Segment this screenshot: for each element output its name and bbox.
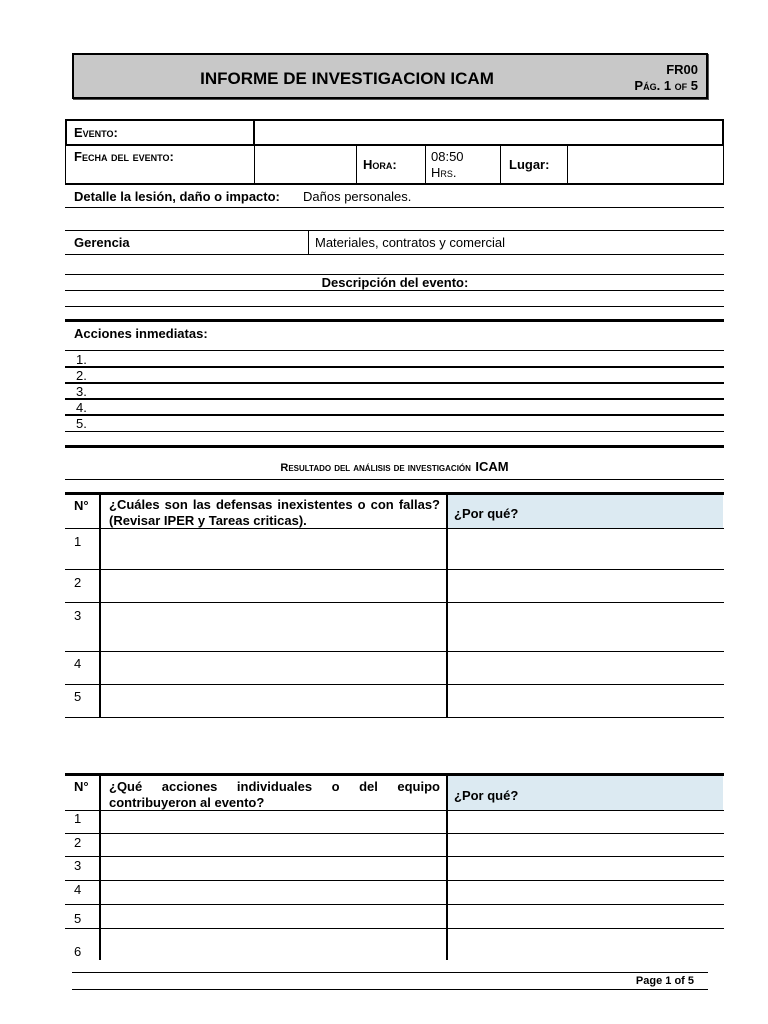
- table2-row-6: 6: [74, 944, 82, 959]
- detail-value: Daños personales.: [303, 189, 412, 204]
- time-unit: Hrs.: [431, 165, 457, 180]
- immediate-actions-label: Acciones inmediatas:: [74, 326, 208, 341]
- table1-row-3: 3: [74, 608, 82, 623]
- table2-col-why: ¿Por qué?: [454, 788, 519, 803]
- table2-row-4: 4: [74, 882, 82, 897]
- place-label: Lugar:: [509, 157, 550, 172]
- footer-page-number: Page 1 of 5: [635, 975, 694, 987]
- management-label: Gerencia: [74, 235, 130, 250]
- description-label: Descripción del evento:: [321, 275, 469, 290]
- table1-row-2: 2: [74, 575, 82, 590]
- table1-col-number: N°: [74, 498, 89, 513]
- table2-col-question: ¿Qué acciones individuales o del equipo contribuyeron al evento?: [109, 779, 440, 810]
- analysis-result-title: Resultado del análisis de investigación ICAM: [280, 459, 509, 474]
- table1-col-question: ¿Cuáles son las defensas inexistentes o con fallas? (Revisar IPER y Tareas criticas).: [109, 497, 440, 528]
- table2-col-number: N°: [74, 779, 89, 794]
- table2-row-5: 5: [74, 911, 82, 926]
- table1-row-1: 1: [74, 534, 82, 549]
- detail-label: Detalle la lesión, daño o impacto:: [74, 189, 280, 204]
- action-item-1: 1.: [76, 352, 87, 367]
- document-header: [72, 53, 708, 99]
- time-value: 08:50: [431, 149, 464, 164]
- time-label: Hora:: [363, 157, 397, 172]
- place-field[interactable]: [569, 147, 721, 182]
- table2-row-3: 3: [74, 858, 82, 873]
- document-code-block: [634, 62, 698, 94]
- document-title: INFORME DE INVESTIGACION ICAM: [200, 69, 494, 88]
- table1-row-4: 4: [74, 656, 82, 671]
- table1-col-why: ¿Por qué?: [454, 506, 519, 521]
- event-date-field[interactable]: [256, 147, 354, 182]
- action-item-2: 2.: [76, 368, 87, 383]
- action-item-4: 4.: [76, 400, 87, 415]
- page-indicator: Pág. 1 of 5: [634, 78, 698, 93]
- table2-row-2: 2: [74, 835, 82, 850]
- action-item-5: 5.: [76, 416, 87, 431]
- table1-row-5: 5: [74, 689, 82, 704]
- form-code: FR00: [666, 62, 698, 77]
- event-label: Evento:: [74, 125, 118, 140]
- action-item-3: 3.: [76, 384, 87, 399]
- event-field[interactable]: [256, 121, 720, 143]
- table2-row-1: 1: [74, 811, 82, 826]
- management-value: Materiales, contratos y comercial: [315, 235, 506, 250]
- event-date-label: Fecha del evento:: [74, 149, 174, 164]
